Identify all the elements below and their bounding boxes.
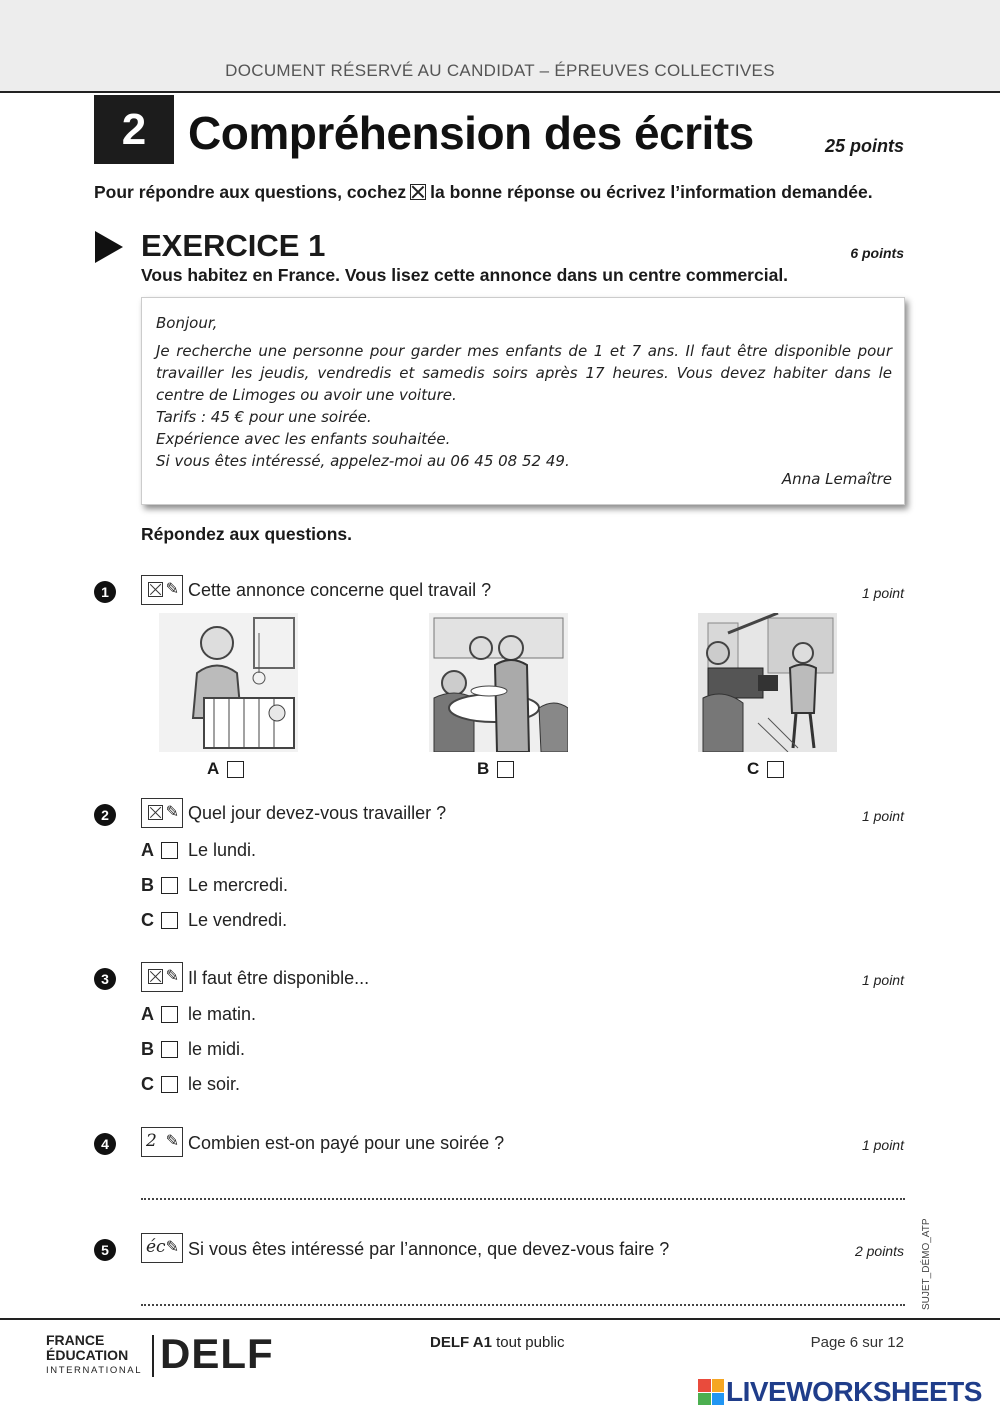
notice-card (141, 297, 905, 505)
answer-option: B Le mercredi. (141, 875, 289, 895)
question-points: 2 points (854, 1243, 904, 1259)
liveworksheets-brand: LIVEWORKSHEETS (726, 1376, 982, 1407)
answer-checkbox[interactable] (161, 1006, 178, 1023)
side-code: SUJET_DÉMO_ATP (921, 1218, 932, 1310)
option-label: C (747, 759, 784, 779)
checked-box-icon (410, 184, 426, 200)
question-points: 1 point (861, 1137, 904, 1153)
header-band (0, 0, 1000, 93)
instruction-after: la bonne réponse ou écrivez l’information demandée. (430, 182, 873, 202)
question-points: 1 point (861, 972, 904, 988)
check-answer-icon: ✎ (141, 962, 183, 992)
play-arrow-icon (95, 231, 123, 263)
logo-separator (152, 1335, 154, 1377)
question-points: 1 point (861, 585, 904, 601)
question-number: 1 (94, 581, 116, 603)
option-label: B (477, 759, 514, 779)
answer-checkbox[interactable] (497, 761, 514, 778)
question-number: 4 (94, 1133, 116, 1155)
question-text: Cette annonce concerne quel travail ? (188, 580, 492, 600)
film-crew-picture (698, 613, 837, 752)
answer-option: A Le lundi. (141, 840, 257, 860)
write-text-icon: éc ✎ (141, 1233, 183, 1263)
answer-checkbox[interactable] (767, 761, 784, 778)
france-education-logo: FRANCE ÉDUCATION INTERNATIONAL (46, 1332, 143, 1376)
notice-line: Si vous êtes intéressé, appelez-moi au 06 45 08 52 49. (156, 452, 570, 470)
question-text: Si vous êtes intéressé par l’annonce, que devez-vous faire ? (188, 1239, 670, 1259)
answer-heading: Répondez aux questions. (141, 524, 352, 544)
answer-checkbox[interactable] (161, 842, 178, 859)
answer-option: C le soir. (141, 1074, 241, 1094)
question-points: 1 point (861, 808, 904, 824)
answer-checkbox[interactable] (161, 1076, 178, 1093)
option-label: A (207, 759, 244, 779)
notice-line: Je recherche une personne pour garder mes enfants de 1 et 7 ans. Il faut être disponible pour travailler les jeudis, vendredis et samedis soirs après 17 heures. Vous devez habiter dans le centre de Limoges ou avoir une voiture. (156, 342, 892, 404)
instruction (94, 182, 873, 203)
question-text: Il faut être disponible... (188, 968, 370, 988)
exam-name: DELF A1 tout public (430, 1334, 565, 1351)
delf-logo: DELF (160, 1330, 274, 1377)
answer-checkbox[interactable] (161, 877, 178, 894)
section-number: 2 (94, 95, 174, 164)
write-number-icon: 2 ✎ (141, 1127, 183, 1157)
question-number: 2 (94, 804, 116, 826)
footer-rule (0, 1318, 1000, 1320)
answer-option: B le midi. (141, 1039, 246, 1059)
notice-signature: Anna Lemaître (781, 470, 892, 488)
check-answer-icon: ✎ (141, 575, 183, 605)
answer-line[interactable] (141, 1296, 905, 1306)
answer-checkbox[interactable] (227, 761, 244, 778)
answer-checkbox[interactable] (161, 912, 178, 929)
question-text: Quel jour devez-vous travailler ? (188, 803, 447, 823)
section-points: 25 points (824, 136, 904, 156)
answer-checkbox[interactable] (161, 1041, 178, 1058)
liveworksheets-watermark (698, 1376, 982, 1408)
notice-line: Expérience avec les enfants souhaitée. (156, 430, 451, 448)
instruction-before: Pour répondre aux questions, cochez (94, 182, 407, 202)
notice-line: Tarifs : 45 € pour une soirée. (156, 408, 372, 426)
notice-greeting: Bonjour, (156, 314, 218, 332)
reserved-notice: DOCUMENT RÉSERVÉ AU CANDIDAT – ÉPREUVES COLLECTIVES (225, 61, 775, 80)
section-title: Compréhension des écrits (188, 107, 754, 159)
exercise-context: Vous habitez en France. Vous lisez cette annonce dans un centre commercial. (141, 265, 789, 285)
question-number: 5 (94, 1239, 116, 1261)
page-number: Page 6 sur 12 (810, 1334, 904, 1351)
answer-line[interactable] (141, 1190, 905, 1200)
answer-option: C Le vendredi. (141, 910, 288, 930)
exercise-points: 6 points (850, 245, 904, 261)
exercise-title: EXERCICE 1 (141, 228, 326, 263)
question-text: Combien est-on payé pour une soirée ? (188, 1133, 505, 1153)
check-answer-icon: ✎ (141, 798, 183, 828)
waiter-restaurant-picture (429, 613, 568, 752)
answer-option: A le matin. (141, 1004, 257, 1024)
babysitter-crib-picture (159, 613, 298, 752)
liveworksheets-logo-icon (698, 1379, 724, 1405)
question-number: 3 (94, 968, 116, 990)
